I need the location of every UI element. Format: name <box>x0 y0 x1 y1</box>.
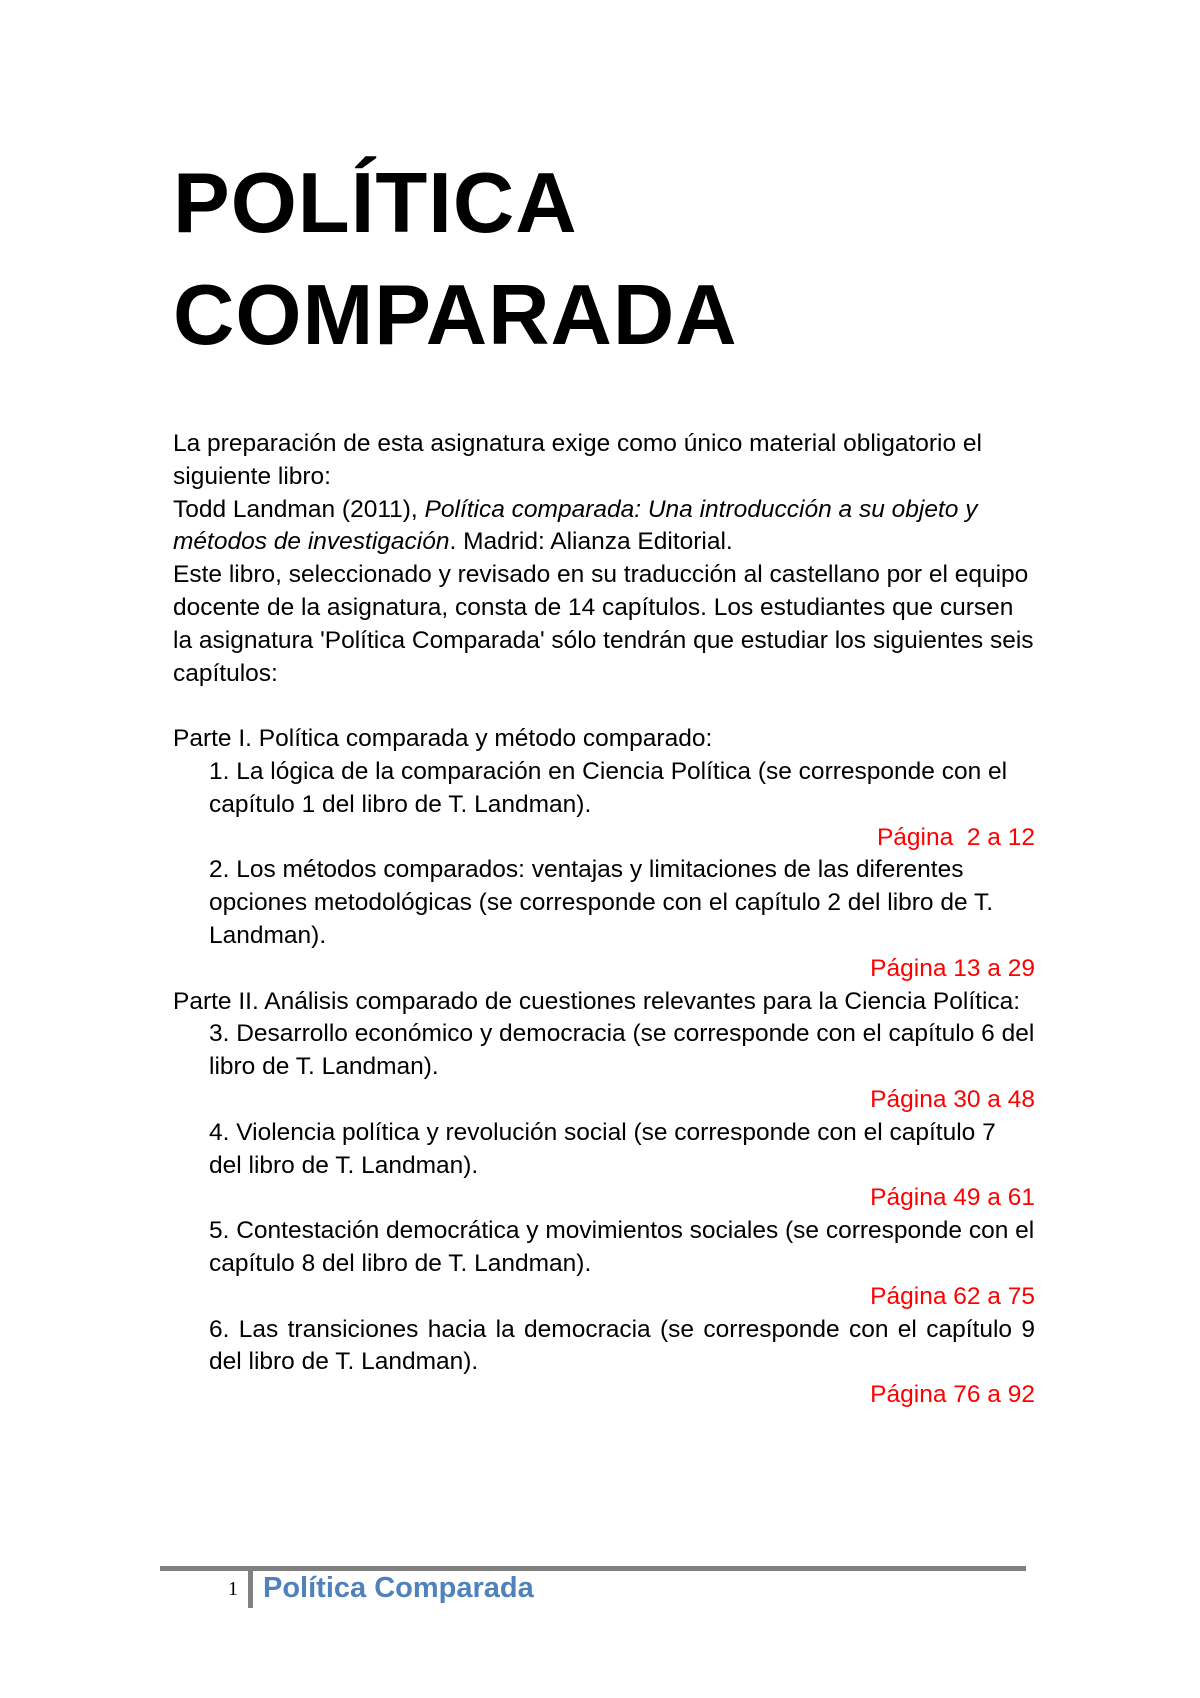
chapter-item-3: 3. Desarrollo económico y democracia (se corresponde con el capítulo 6 del libro de T. Landman). <box>209 1020 1035 1081</box>
footer-running-title: Política Comparada <box>263 1572 534 1604</box>
intro-paragraph: La preparación de esta asignatura exige como único material obligatorio el siguiente libro: <box>173 430 982 490</box>
footer-divider <box>248 1566 253 1608</box>
reference-author: Todd Landman (2011), <box>173 495 425 523</box>
part-1-heading: Parte I. Política comparada y método comparado: <box>173 725 713 753</box>
book-reference <box>173 494 1035 560</box>
blank-line <box>173 690 1035 723</box>
chapter-4-pages: Página 49 a 61 <box>870 1184 1035 1212</box>
chapter-item-2: 2. Los métodos comparados: ventajas y limitaciones de las diferentes opciones metodológicas (se corresponde con el capítulo 2 del libro de T. Landman). <box>209 856 994 949</box>
title-line-2: COMPARADA <box>173 268 738 363</box>
part-2-heading: Parte II. Análisis comparado de cuestiones relevantes para la Ciencia Política: <box>173 987 1021 1015</box>
chapter-2-pages: Página 13 a 29 <box>870 954 1035 982</box>
title-line-1: POLÍTICA <box>173 156 578 251</box>
chapter-1-pages: Página 2 a 12 <box>876 823 1035 851</box>
page-content <box>173 148 1035 1412</box>
footer-page-number: 1 <box>228 1578 238 1600</box>
reference-publisher: . Madrid: Alianza Editorial. <box>449 528 733 556</box>
reference-book-title: Política comparada: Una introducción a su objeto y métodos de investigación <box>173 495 978 556</box>
document-title <box>173 148 1035 372</box>
chapter-6-pages: Página 76 a 92 <box>870 1381 1035 1409</box>
footer-rule <box>160 1566 1026 1571</box>
chapter-5-pages: Página 62 a 75 <box>870 1282 1035 1310</box>
chapter-item-4: 4. Violencia política y revolución social (se corresponde con el capítulo 7 del libro de T. Landman). <box>209 1118 996 1179</box>
chapter-3-pages: Página 30 a 48 <box>870 1085 1035 1113</box>
chapter-item-1: 1. La lógica de la comparación en Ciencia Política (se corresponde con el capítulo 1 del libro de T. Landman). <box>209 757 1008 818</box>
book-description: Este libro, seleccionado y revisado en su traducción al castellano por el equipo docente de la asignatura, consta de 14 capítulos. Los estudiantes que cursen la asignatura ʹPolítica Comparadaʹ sólo tendrán que estudiar los siguientes seis capítulos: <box>173 561 1034 687</box>
chapter-item-5: 5. Contestación democrática y movimientos sociales (se corresponde con el capítulo 8 del libro de T. Landman). <box>209 1217 1035 1277</box>
document-body <box>173 428 1035 1412</box>
chapter-item-6: 6. Las transiciones hacia la democracia (se corresponde con el capítulo 9 del libro de T. Landman). <box>209 1315 1035 1376</box>
